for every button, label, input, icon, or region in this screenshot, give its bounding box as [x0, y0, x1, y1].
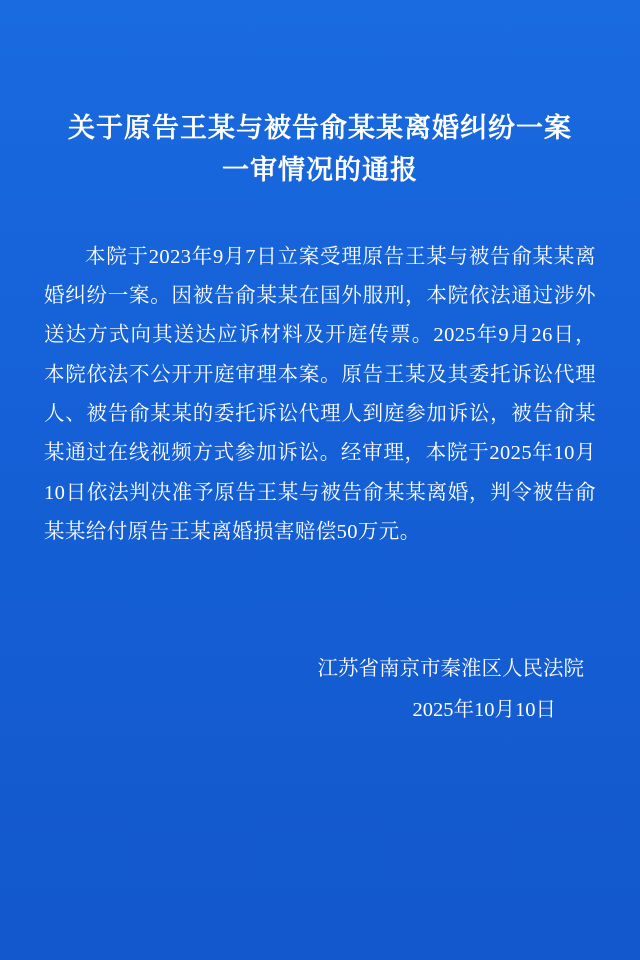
page-title — [44, 108, 596, 192]
title-line-2: 一审情况的通报 — [222, 154, 418, 185]
issuing-court: 江苏省南京市秦淮区人民法院 — [317, 657, 584, 680]
notice-body — [44, 238, 596, 553]
signature-block — [44, 649, 596, 731]
body-paragraph: 本院于2023年9月7日立案受理原告王某与被告俞某某离婚纠纷一案。因被告俞某某在国外服刑，本院依法通过涉外送达方式向其送达应诉材料及开庭传票。2025年9月26日，本院依法不公开开庭审理本案。原告王某及其委托诉讼代理人、被告俞某某的委托诉讼代理人到庭参加诉讼，被告俞某某通过在线视频方式参加诉讼。经审理，本院于2025年10月10日依法判决准予原告王某与被告俞某某离婚，判令被告俞某某给付原告王某离婚损害赔偿50万元。 — [44, 245, 596, 544]
title-line-1: 关于原告王某与被告俞某某离婚纠纷一案 — [68, 113, 572, 143]
issue-date: 2025年10月10日 — [412, 698, 556, 721]
